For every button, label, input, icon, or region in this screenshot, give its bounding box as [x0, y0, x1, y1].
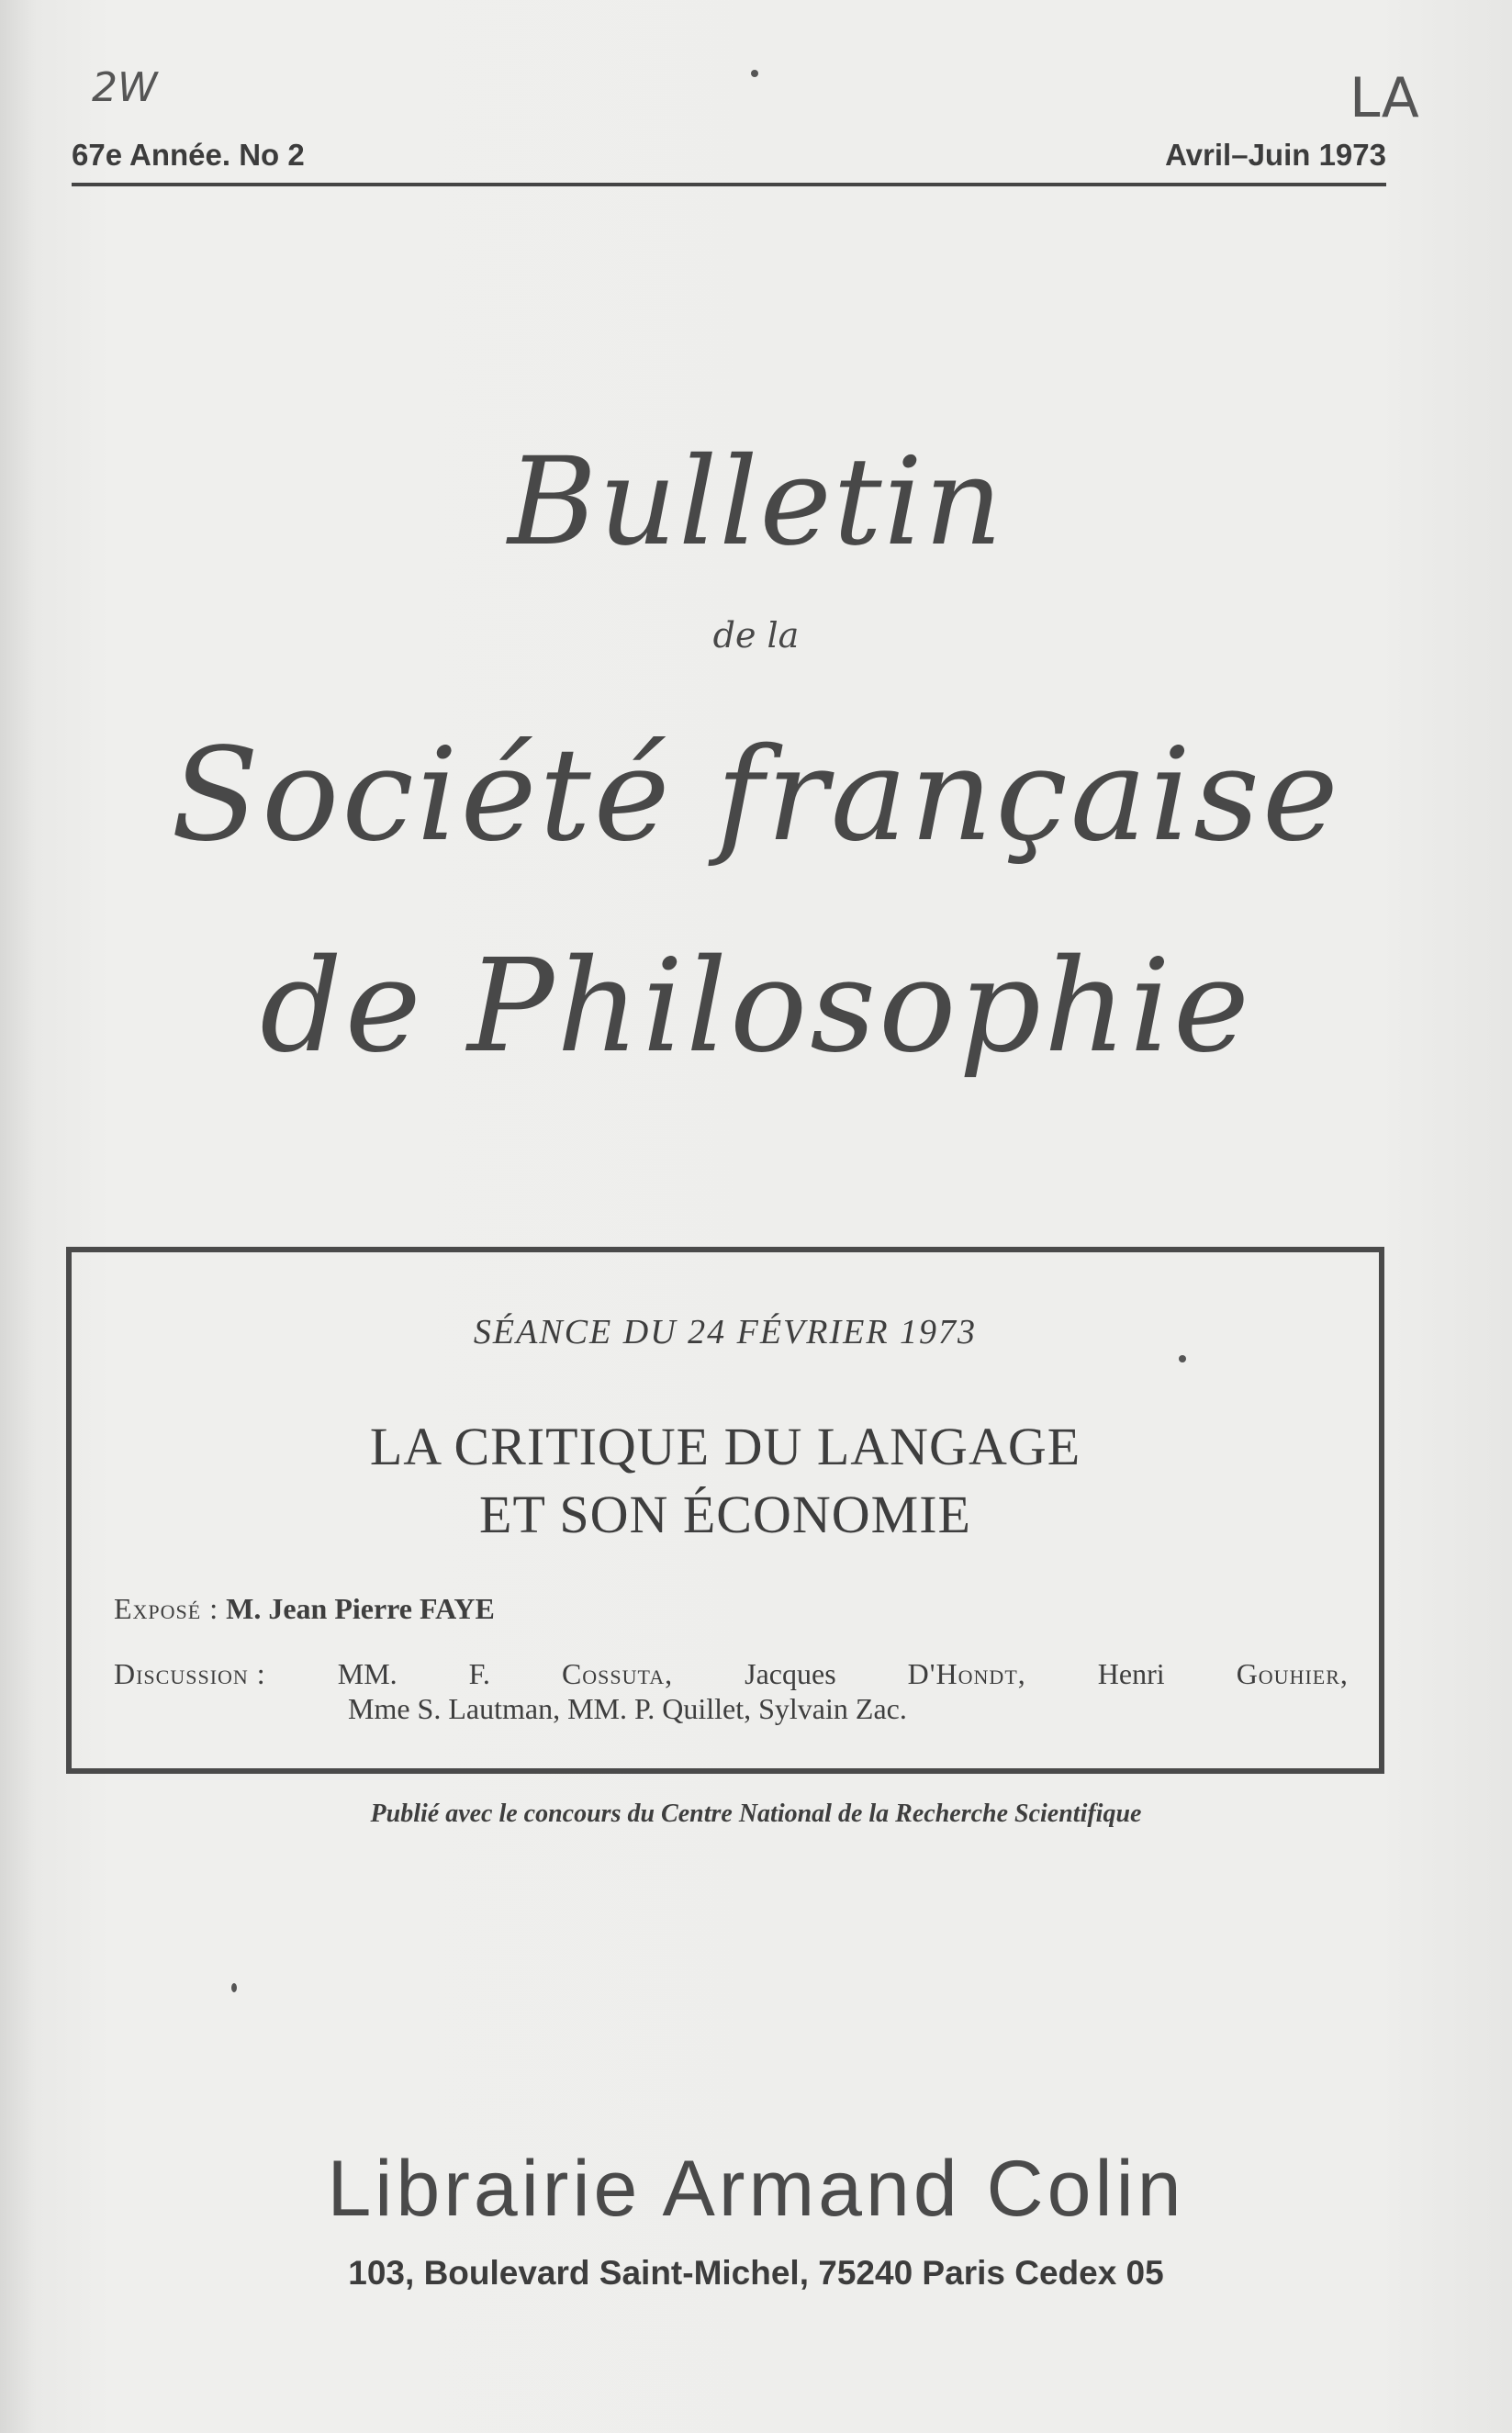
discussion-part: MM.	[337, 1657, 398, 1690]
publication-note: Publié avec le concours du Centre National de la Recherche Scientifique	[370, 1800, 1142, 1828]
session-title-line1: LA CRITIQUE DU LANGAGE	[369, 1417, 1081, 1476]
discussion-block	[114, 1656, 1349, 1726]
discussion-part: D'Hondt,	[907, 1657, 1026, 1690]
discussion-part: Cossuta,	[561, 1657, 674, 1690]
expose-label: Exposé :	[114, 1592, 219, 1625]
discussion-part: Henri	[1097, 1657, 1165, 1690]
publisher-address: 103, Boulevard Saint-Michel, 75240 Paris Cedex 05	[348, 2254, 1164, 2292]
session-date: SÉANCE DU 24 FÉVRIER 1973	[473, 1313, 978, 1351]
publisher-name: Librairie Armand Colin	[327, 2145, 1185, 2233]
discussion-part: Gouhier,	[1236, 1657, 1349, 1690]
issue-number: 67e Année. No 2	[72, 138, 305, 172]
handwritten-note-left: 2W	[92, 64, 158, 111]
issue-header	[72, 138, 1386, 173]
discussion-line1	[114, 1656, 1349, 1691]
session-box	[66, 1247, 1384, 1774]
discussion-line2: Mme S. Lautman, MM. P. Quillet, Sylvain Zac.	[348, 1692, 907, 1725]
session-title	[72, 1413, 1379, 1549]
discussion-part: F.	[468, 1657, 490, 1690]
expose-speaker: M. Jean Pierre FAYE	[226, 1592, 495, 1625]
discussion-part: Jacques	[745, 1657, 836, 1690]
header-rule	[72, 183, 1386, 186]
expose-line	[114, 1592, 495, 1626]
title-de-la: de la	[712, 615, 800, 656]
discussion-label: Discussion :	[114, 1657, 266, 1690]
issue-period: Avril–Juin 1973	[1165, 138, 1386, 172]
ink-speck	[751, 70, 758, 77]
title-de-philosophie: de Philosophie	[260, 932, 1252, 1082]
session-title-line2: ET SON ÉCONOMIE	[479, 1485, 971, 1544]
title-bulletin: Bulletin	[508, 432, 1004, 573]
title-societe-francaise: Société française	[171, 721, 1341, 870]
ink-speck	[231, 1983, 237, 1992]
handwritten-note-right: LA	[1350, 66, 1419, 130]
